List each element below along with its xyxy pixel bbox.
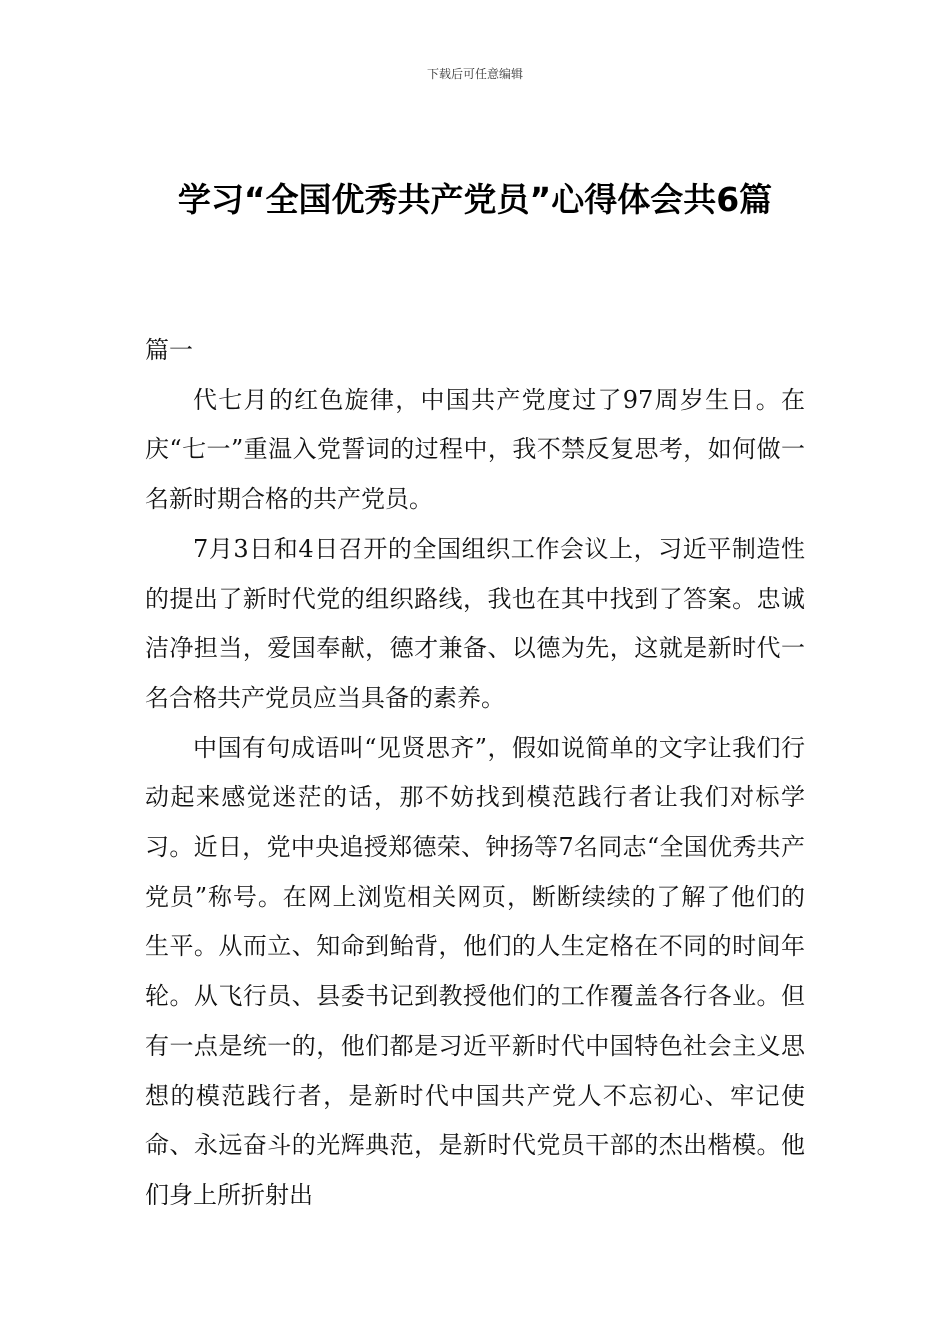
section-heading: 篇一 (145, 336, 193, 364)
body-paragraph-3: 中国有句成语叫“见贤思齐”，假如说简单的文字让我们行动起来感觉迷茫的话，那不妨找到模范践行者让我们对标学习。近日，党中央追授郑德荣、钟扬等7名同志“全国优秀共产党员”称号。在网上浏览相关网页，断断续续的了解了他们的生平。从而立、知命到鲐背，他们的人生定格在不同的时间年轮。从飞行员、县委书记到教授他们的工作覆盖各行各业。但有一点是统一的，他们都是习近平新时代中国特色社会主义思想的模范践行者，是新时代中国共产党人不忘初心、牢记使命、永远奋斗的光辉典范，是新时代党员干部的杰出楷模。他们身上所折射出 (145, 733, 805, 1209)
document-title: 学习“全国优秀共产党员”心得体会共6篇 (177, 180, 773, 219)
document-body (145, 326, 805, 1221)
page-header-note: 下载后可任意编辑 (426, 67, 523, 81)
body-paragraph-2: 7月3日和4日召开的全国组织工作会议上，习近平制造性的提出了新时代党的组织路线，我也在其中找到了答案。忠诚洁净担当，爱国奉献，德才兼备、以德为先，这就是新时代一名合格共产党员应当具备的素养。 (145, 534, 805, 712)
body-paragraph-1: 代七月的红色旋律，中国共产党度过了97周岁生日。在庆“七一”重温入党誓词的过程中，我不禁反复思考，如何做一名新时期合格的共产党员。 (145, 385, 805, 514)
